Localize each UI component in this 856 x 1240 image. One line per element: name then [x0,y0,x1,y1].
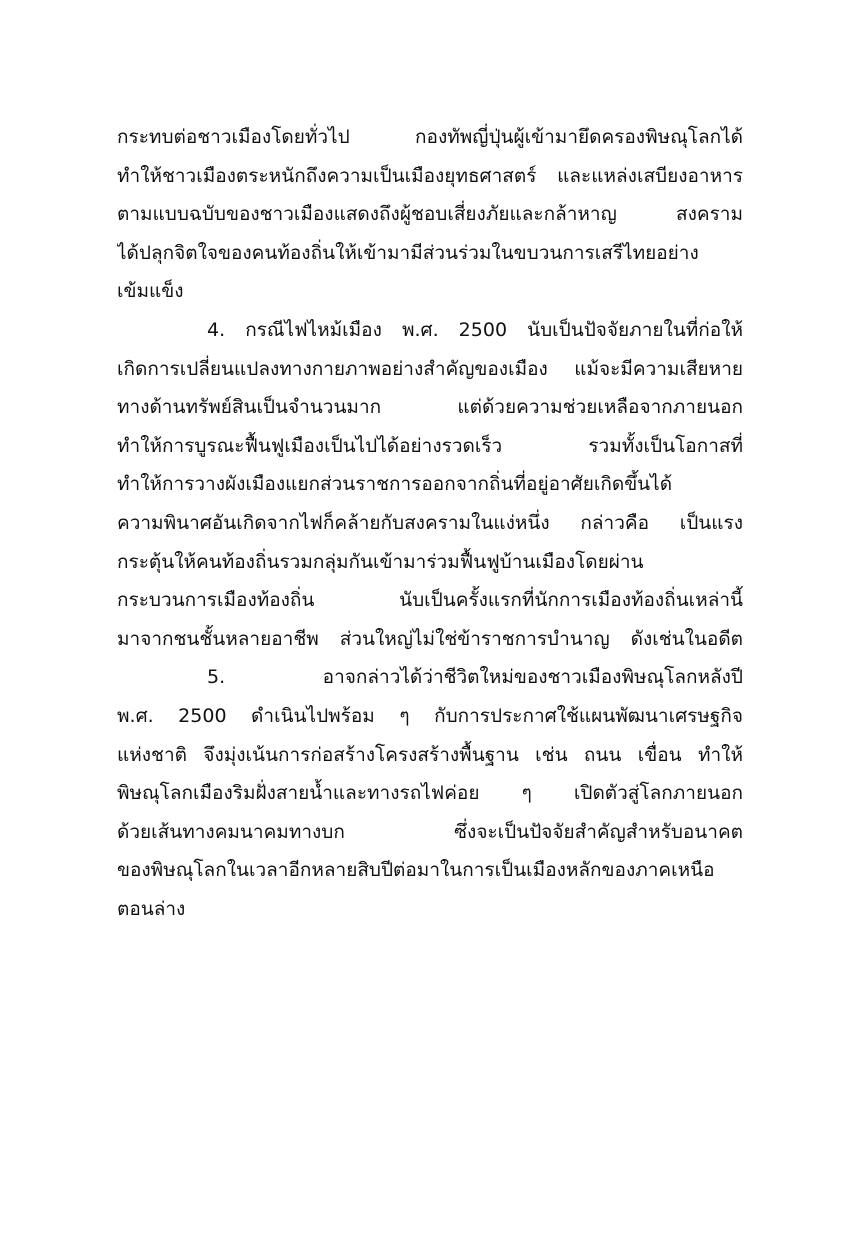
text-line: ได้ปลุกจิตใจของคนท้องถิ่นให้เข้ามามีส่วนร่วมในขบวนการเสรีไทยอย่าง [117,241,699,264]
text-line: ความพินาศอันเกิดจากไฟก็คล้ายกับสงครามในแง่หนึ่ง กล่าวคือ เป็นแรง [117,511,743,534]
text-line: มาจากชนชั้นหลายอาชีพ ส่วนใหญ่ไม่ใช่ข้าราชการบำนาญ ดังเช่นในอดีต [117,627,743,650]
text-line: แห่งชาติ จึงมุ่งเน้นการก่อสร้างโครงสร้างพื้นฐาน เช่น ถนน เขื่อน ทำให้ [117,743,743,766]
text-line: ด้วยเส้นทางคมนาคมทางบก ซึ่งจะเป็นปัจจัยสำคัญสำหรับอนาคต [117,820,743,843]
text-line: กระทบต่อชาวเมืองโดยทั่วไป กองทัพญี่ปุ่นผู้เข้ามายึดครองพิษณุโลกได้ [117,126,743,148]
paragraph-item-4 [117,311,743,658]
text-line: ทางด้านทรัพย์สินเป็นจำนวนมาก แต่ด้วยความช่วยเหลือจากภายนอก [117,396,743,419]
text-line: ทำให้การวางผังเมืองแยกส่วนราชการออกจากถิ่นที่อยู่อาศัยเกิดขึ้นได้ [117,473,673,496]
text-line: 5. อาจกล่าวได้ว่าชีวิตใหม่ของชาวเมืองพิษณุโลกหลังปี [207,666,743,689]
text-line: 4. กรณีไฟไหม้เมือง พ.ศ. 2500 นับเป็นปัจจัยภายในที่ก่อให้ [207,318,743,341]
text-line: เข้มแข็ง [117,280,184,303]
text-line: พ.ศ. 2500 ดำเนินไปพร้อม ๆ กับการประกาศใช้แผนพัฒนาเศรษฐกิจ [117,704,743,727]
text-line: กระบวนการเมืองท้องถิ่น นับเป็นครั้งแรกที่นักการเมืองท้องถิ่นเหล่านี้ [117,589,743,612]
paragraph-item-5 [117,658,743,928]
paragraph-continuation [117,118,743,311]
text-line: ของพิษณุโลกในเวลาอีกหลายสิบปีต่อมาในการเป็นเมืองหลักของภาคเหนือ [117,859,715,882]
text-line: พิษณุโลกเมืองริมฝั่งสายน้ำและทางรถไฟค่อย ๆ เปิดตัวสู่โลกภายนอก [117,782,743,805]
text-line: ตอนล่าง [117,897,186,920]
text-line: กระตุ้นให้คนท้องถิ่นรวมกลุ่มกันเข้ามาร่วมฟื้นฟูบ้านเมืองโดยผ่าน [117,550,644,573]
text-line: ทำให้การบูรณะฟื้นฟูเมืองเป็นไปได้อย่างรวดเร็ว รวมทั้งเป็นโอกาสที่ [117,434,743,457]
text-line: ทำให้ชาวเมืองตระหนักถึงความเป็นเมืองยุทธศาสตร์ และแหล่งเสบียงอาหาร [117,164,743,187]
text-line: ตามแบบฉบับของชาวเมืองแสดงถึงผู้ชอบเสี่ยงภัยและกล้าหาญ สงคราม [117,203,743,226]
text-line: เกิดการเปลี่ยนแปลงทางกายภาพอย่างสำคัญของเมือง แม้จะมีความเสียหาย [117,357,743,380]
body-text [117,118,743,928]
